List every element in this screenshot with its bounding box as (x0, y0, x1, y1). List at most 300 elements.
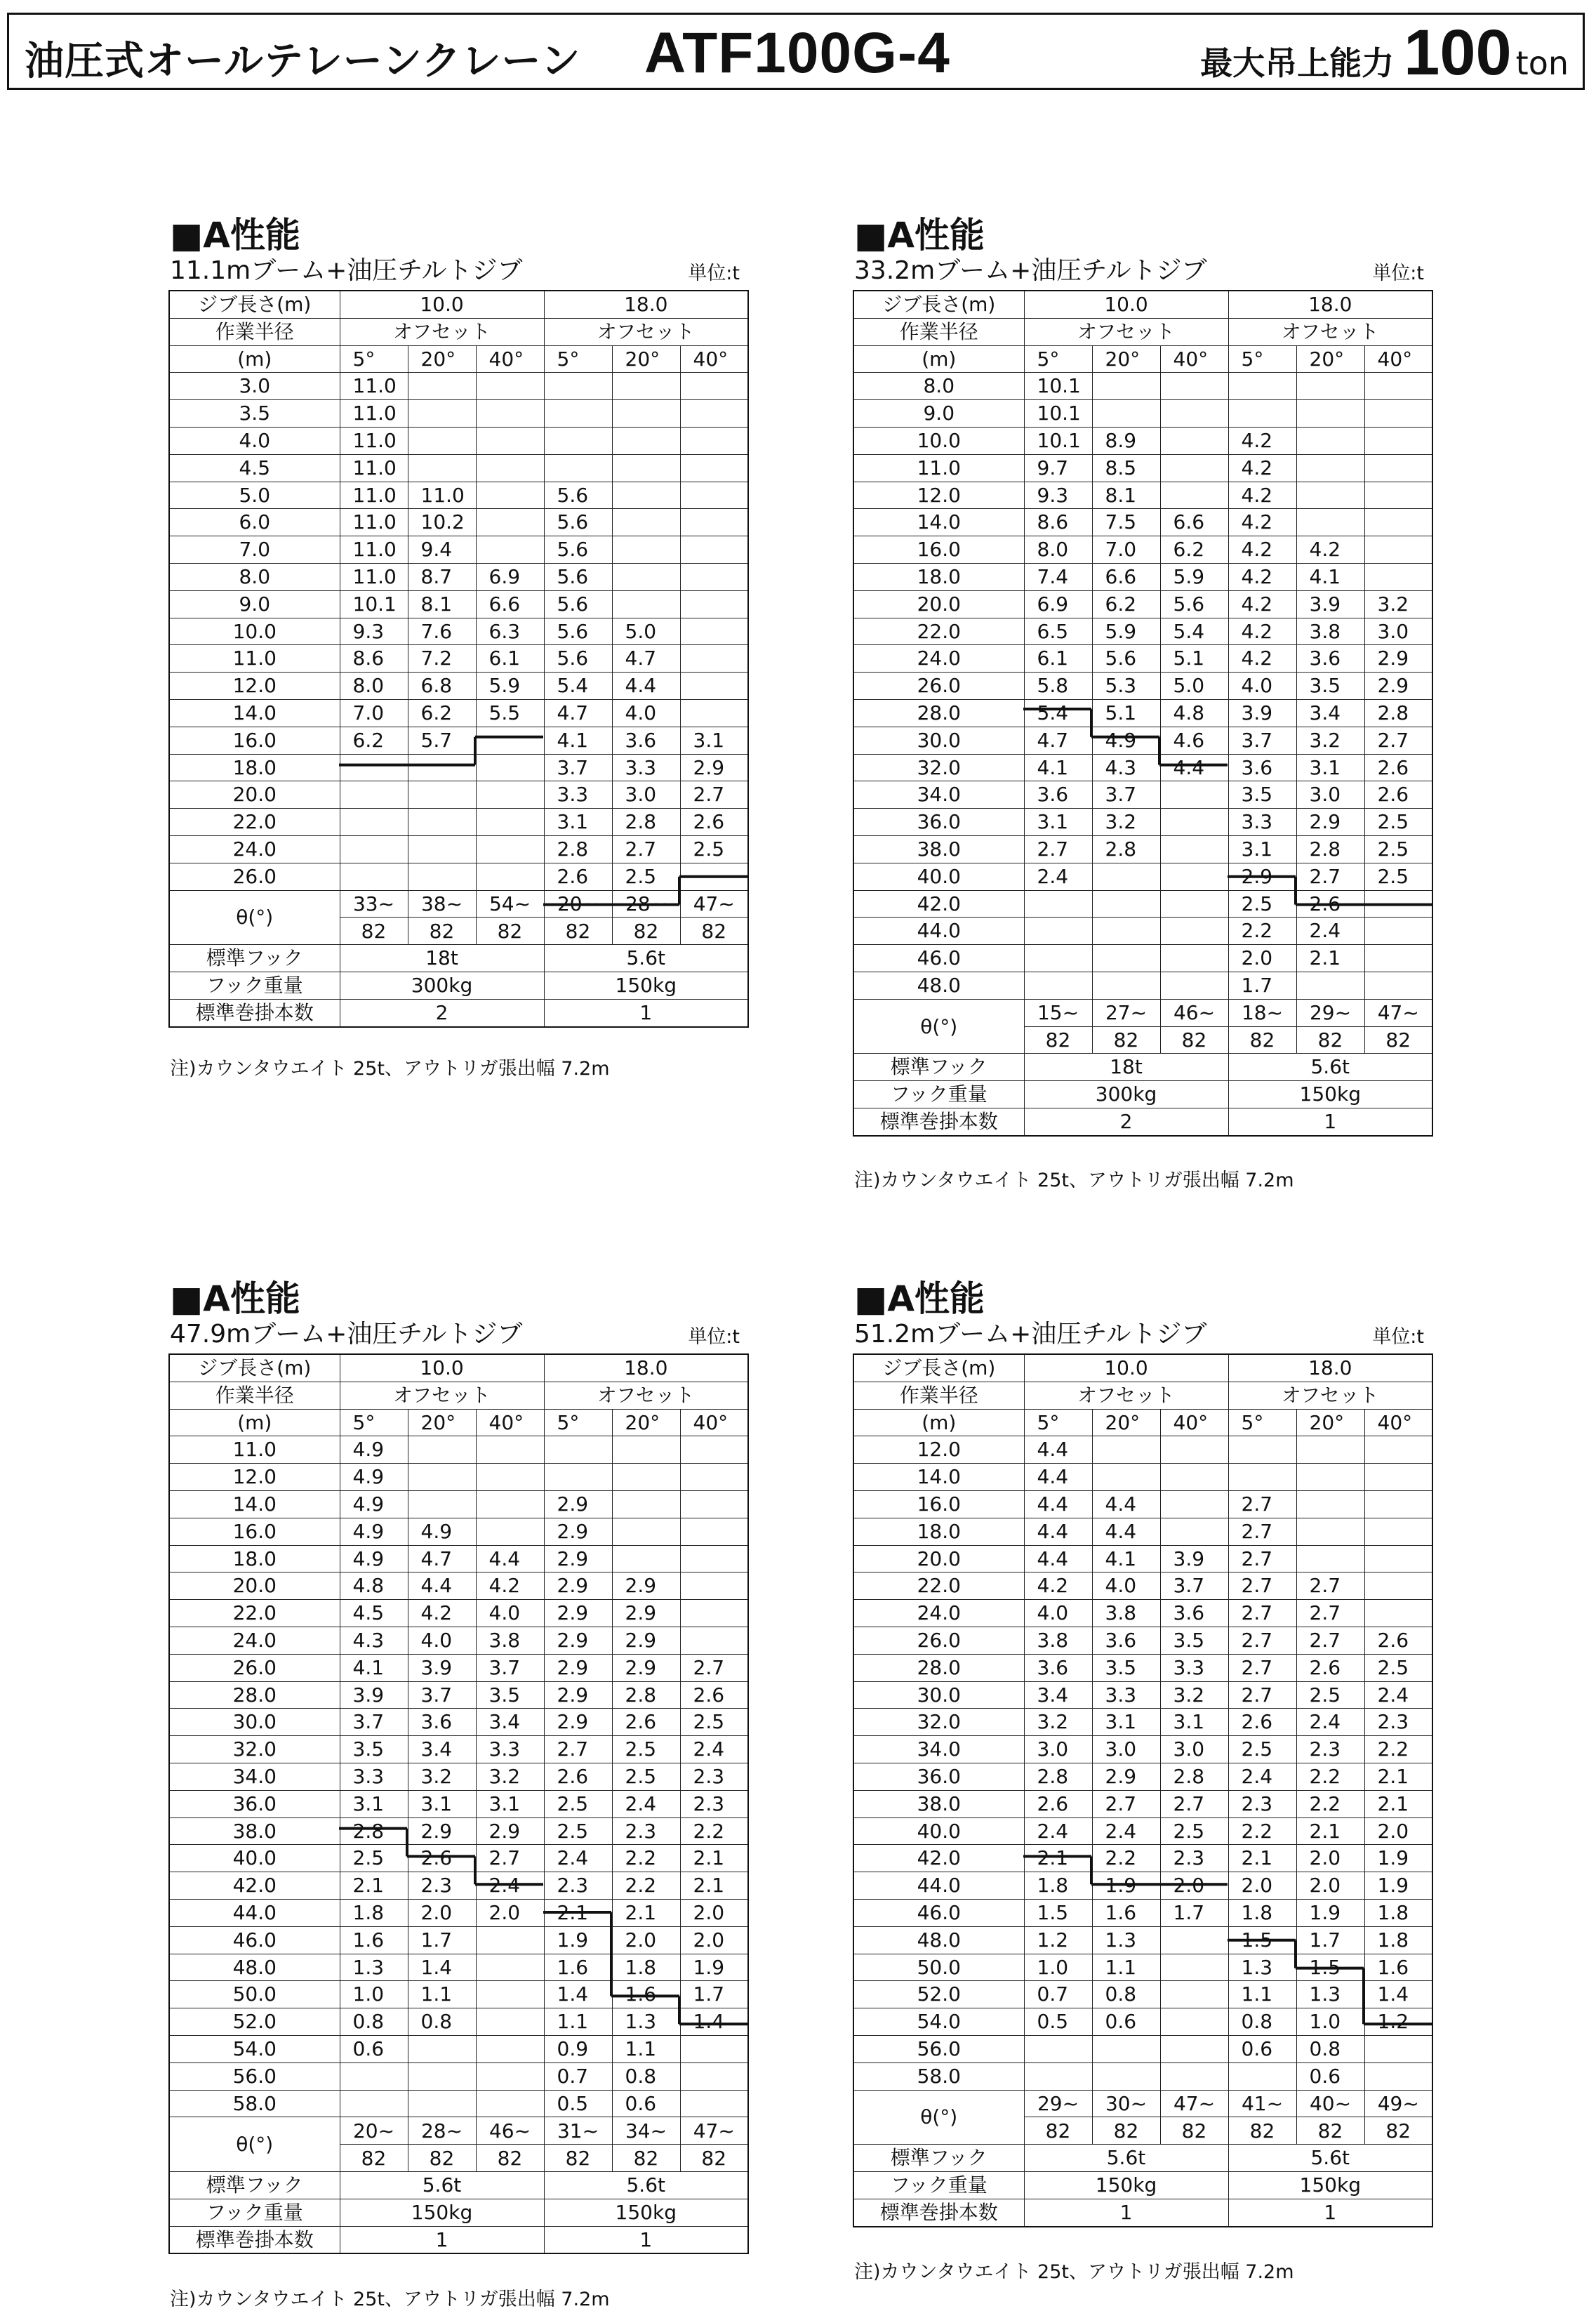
theta-row (853, 2090, 1432, 2117)
capacity-cell (680, 536, 748, 564)
capacity-cell (408, 835, 476, 863)
capacity-cell: 2.9 (612, 1627, 680, 1654)
radius-cell: 11.0 (169, 645, 340, 673)
theta-row (853, 999, 1432, 1026)
capacity-cell (680, 618, 748, 645)
table-row (853, 1872, 1432, 1900)
theta-min: 20~ (544, 890, 612, 918)
capacity-cell: 2.3 (612, 1817, 680, 1845)
capacity-cell: 8.9 (1092, 427, 1160, 454)
capacity-cell: 2.1 (1296, 1817, 1364, 1845)
capacity-cell (544, 373, 612, 400)
capacity-cell (612, 590, 680, 618)
offset-angle-row (169, 345, 748, 373)
capacity-cell: 3.2 (408, 1763, 476, 1790)
capacity-cell: 2.7 (1364, 727, 1432, 754)
capacity-cell: 1.0 (1296, 2008, 1364, 2036)
capacity-cell (544, 427, 612, 454)
hook-weight-label: フック重量 (169, 2199, 340, 2226)
capacity-cell: 6.6 (1160, 509, 1228, 536)
table-row (853, 1436, 1432, 1464)
radius-cell: 48.0 (169, 1954, 340, 1981)
capacity-cell (476, 454, 544, 482)
radius-cell: 6.0 (169, 509, 340, 536)
capacity-cell (476, 2008, 544, 2036)
capacity-cell: 6.2 (1092, 590, 1160, 618)
radius-cell: 16.0 (169, 727, 340, 754)
capacity-cell (408, 863, 476, 890)
capacity-cell: 4.2 (1228, 454, 1296, 482)
capacity-cell: 3.3 (340, 1763, 408, 1790)
reeving-count-label: 標準巻掛本数 (853, 2199, 1024, 2226)
capacity-cell: 2.5 (1160, 1817, 1228, 1845)
jib-length-label: ジブ長さ(m) (853, 1354, 1024, 1382)
capacity-cell: 2.7 (1228, 1600, 1296, 1627)
capacity-cell: 3.4 (1024, 1681, 1092, 1709)
capacity-cell: 8.1 (1092, 482, 1160, 509)
offset-angle: 40° (680, 1409, 748, 1436)
radius-cell: 9.0 (169, 590, 340, 618)
capacity-cell: 5.7 (408, 727, 476, 754)
capacity-cell: 2.9 (544, 1654, 612, 1681)
capacity-cell: 3.6 (612, 727, 680, 754)
capacity-cell (1024, 890, 1092, 918)
radius-cell: 40.0 (169, 1845, 340, 1872)
capacity-cell: 2.4 (680, 1736, 748, 1763)
capacity-cell (680, 482, 748, 509)
theta-min: 29~ (1024, 2090, 1092, 2117)
capacity-cell: 2.5 (680, 1709, 748, 1736)
capacity-cell: 11.0 (340, 563, 408, 590)
capacity-cell (1364, 1464, 1432, 1491)
capacity-cell: 2.6 (544, 863, 612, 890)
radius-cell: 30.0 (169, 1709, 340, 1736)
capacity-cell (1364, 563, 1432, 590)
table-row (853, 1518, 1432, 1545)
theta-min: 41~ (1228, 2090, 1296, 2117)
capacity-cell: 11.0 (340, 400, 408, 428)
capacity-cell: 2.4 (612, 1790, 680, 1817)
capacity-cell: 2.0 (1364, 1817, 1432, 1845)
capacity-cell: 0.6 (340, 2035, 408, 2062)
radius-cell: 9.0 (853, 400, 1024, 428)
capacity-cell (340, 2062, 408, 2090)
capacity-cell: 1.7 (680, 1981, 748, 2008)
capacity-cell: 4.4 (1092, 1518, 1160, 1545)
capacity-cell: 9.3 (340, 618, 408, 645)
capacity-cell: 4.5 (340, 1600, 408, 1627)
capacity-cell (476, 781, 544, 809)
capacity-cell: 4.2 (1228, 618, 1296, 645)
standard-hook-value: 18t (340, 945, 544, 972)
capacity-cell (1160, 1490, 1228, 1518)
max-capacity-value: 100 (1404, 17, 1512, 88)
capacity-cell (476, 809, 544, 836)
offset-angle: 20° (612, 1409, 680, 1436)
table-row (853, 809, 1432, 836)
capacity-cell: 2.7 (1160, 1790, 1228, 1817)
capacity-cell: 1.4 (408, 1954, 476, 1981)
capacity-cell (1160, 1518, 1228, 1545)
capacity-cell: 3.0 (1092, 1736, 1160, 1763)
capacity-cell (476, 754, 544, 781)
table-row (853, 509, 1432, 536)
capacity-cell (340, 809, 408, 836)
capacity-cell (612, 1490, 680, 1518)
theta-max: 82 (1160, 2117, 1228, 2145)
capacity-cell: 2.9 (612, 1654, 680, 1681)
radius-cell: 18.0 (853, 1518, 1024, 1545)
capacity-cell: 1.1 (612, 2035, 680, 2062)
theta-min: 33~ (340, 890, 408, 918)
capacity-cell: 7.2 (408, 645, 476, 673)
capacity-cell: 1.8 (1364, 1926, 1432, 1954)
radius-cell: 20.0 (169, 781, 340, 809)
capacity-cell: 2.3 (680, 1763, 748, 1790)
standard-hook-value: 5.6t (1228, 2145, 1432, 2172)
radius-cell: 20.0 (853, 590, 1024, 618)
capacity-cell: 7.0 (340, 699, 408, 727)
capacity-cell: 8.0 (340, 673, 408, 700)
capacity-cell: 6.6 (1092, 563, 1160, 590)
capacity-cell (680, 454, 748, 482)
capacity-cell: 2.6 (544, 1763, 612, 1790)
theta-label: θ(°) (169, 2117, 340, 2172)
capacity-cell: 1.7 (1296, 1926, 1364, 1954)
crane-type-title: 油圧式オールテレーンクレーン (25, 39, 581, 84)
radius-cell: 12.0 (853, 482, 1024, 509)
capacity-cell: 4.7 (612, 645, 680, 673)
capacity-cell (1024, 2062, 1092, 2090)
radius-unit: (m) (169, 1409, 340, 1436)
radius-cell: 32.0 (853, 754, 1024, 781)
radius-cell: 46.0 (853, 945, 1024, 972)
capacity-cell: 2.4 (1364, 1681, 1432, 1709)
capacity-cell: 6.2 (1160, 536, 1228, 564)
table-row (169, 781, 748, 809)
capacity-cell: 1.9 (1364, 1872, 1432, 1900)
capacity-cell: 4.2 (1228, 590, 1296, 618)
capacity-cell: 2.0 (680, 1899, 748, 1926)
jib-length-value: 10.0 (1024, 291, 1228, 318)
section-title: ■A性能 (854, 1278, 985, 1319)
capacity-cell: 2.4 (1024, 1817, 1092, 1845)
capacity-cell: 1.3 (1228, 1954, 1296, 1981)
standard-hook-label: 標準フック (853, 2145, 1024, 2172)
offset-angle: 5° (544, 1409, 612, 1436)
capacity-cell (1160, 1954, 1228, 1981)
capacity-cell: 3.5 (1092, 1654, 1160, 1681)
capacity-cell: 4.0 (476, 1600, 544, 1627)
reeving-count-label: 標準巻掛本数 (169, 2226, 340, 2253)
capacity-cell: 0.6 (1228, 2035, 1296, 2062)
table-row (169, 1627, 748, 1654)
capacity-cell: 2.7 (1228, 1681, 1296, 1709)
capacity-cell: 2.3 (1296, 1736, 1364, 1763)
capacity-cell: 3.9 (408, 1654, 476, 1681)
boom-jib-subtitle: 33.2mブーム+油圧チルトジブ (854, 256, 1207, 285)
capacity-cell: 4.2 (1228, 509, 1296, 536)
model-number: ATF100G-4 (644, 21, 950, 85)
capacity-cell (680, 427, 748, 454)
offset-angle: 5° (340, 1409, 408, 1436)
offset-angle: 5° (1228, 1409, 1296, 1436)
capacity-cell (476, 1926, 544, 1954)
capacity-cell: 1.4 (544, 1981, 612, 2008)
capacity-cell: 2.7 (612, 835, 680, 863)
capacity-cell: 3.2 (476, 1763, 544, 1790)
capacity-cell (1160, 2035, 1228, 2062)
table-row (169, 645, 748, 673)
capacity-cell: 3.8 (1296, 618, 1364, 645)
offset-angle-row (853, 1409, 1432, 1436)
table-row (853, 2035, 1432, 2062)
capacity-cell: 1.1 (544, 2008, 612, 2036)
table-row (169, 2062, 748, 2090)
capacity-cell: 3.1 (1228, 835, 1296, 863)
capacity-cell (1024, 972, 1092, 999)
capacity-cell: 5.9 (1160, 563, 1228, 590)
offset-label: オフセット (1228, 1382, 1432, 1409)
capacity-cell (680, 1490, 748, 1518)
capacity-cell: 8.1 (408, 590, 476, 618)
capacity-cell (1364, 482, 1432, 509)
capacity-cell: 0.8 (1228, 2008, 1296, 2036)
capacity-cell: 3.5 (476, 1681, 544, 1709)
capacity-cell: 1.9 (680, 1954, 748, 1981)
jib-length-value: 10.0 (340, 291, 544, 318)
jib-length-label: ジブ長さ(m) (853, 291, 1024, 318)
capacity-cell: 2.9 (476, 1817, 544, 1845)
capacity-cell: 6.2 (408, 699, 476, 727)
capacity-cell: 0.6 (1092, 2008, 1160, 2036)
radius-cell: 50.0 (169, 1981, 340, 2008)
standard-hook-label: 標準フック (853, 1054, 1024, 1081)
hook-weight-value: 150kg (544, 972, 748, 999)
capacity-cell: 2.6 (680, 809, 748, 836)
offset-label: オフセット (544, 318, 748, 345)
table-row (853, 1845, 1432, 1872)
jib-length-row (853, 291, 1432, 318)
capacity-cell (1024, 918, 1092, 945)
theta-max: 82 (1228, 2117, 1296, 2145)
capacity-cell (408, 427, 476, 454)
capacity-cell: 4.7 (1024, 727, 1092, 754)
capacity-cell: 11.0 (340, 373, 408, 400)
table-row (853, 400, 1432, 428)
capacity-cell: 2.7 (1228, 1490, 1296, 1518)
capacity-cell: 4.1 (544, 727, 612, 754)
table-row (169, 1709, 748, 1736)
offset-row (169, 318, 748, 345)
capacity-cell: 2.2 (1296, 1763, 1364, 1790)
table-row (853, 2062, 1432, 2090)
radius-cell: 42.0 (853, 890, 1024, 918)
radius-cell: 11.0 (853, 454, 1024, 482)
capacity-cell: 4.0 (1024, 1600, 1092, 1627)
radius-cell: 26.0 (169, 863, 340, 890)
table-row (169, 618, 748, 645)
capacity-cell: 4.4 (1024, 1490, 1092, 1518)
boom-jib-subtitle: 51.2mブーム+油圧チルトジブ (854, 1320, 1207, 1349)
theta-max: 82 (340, 918, 408, 945)
capacity-cell: 2.5 (612, 1736, 680, 1763)
capacity-cell (1296, 427, 1364, 454)
standard-hook-value: 5.6t (340, 2171, 544, 2199)
capacity-cell: 3.5 (1160, 1627, 1228, 1654)
capacity-cell: 1.9 (544, 1926, 612, 1954)
capacity-cell: 2.0 (1296, 1845, 1364, 1872)
radius-cell: 46.0 (853, 1899, 1024, 1926)
jib-length-value: 18.0 (544, 291, 748, 318)
radius-cell: 58.0 (169, 2090, 340, 2117)
capacity-cell: 3.5 (1296, 673, 1364, 700)
capacity-cell (476, 1981, 544, 2008)
table-row (853, 863, 1432, 890)
theta-max: 82 (612, 2145, 680, 2172)
theta-min: 27~ (1092, 999, 1160, 1026)
capacity-cell (680, 400, 748, 428)
radius-cell: 18.0 (169, 754, 340, 781)
capacity-cell (408, 2090, 476, 2117)
capacity-cell: 4.0 (1228, 673, 1296, 700)
jib-length-value: 18.0 (544, 1354, 748, 1382)
capacity-cell: 1.6 (1092, 1899, 1160, 1926)
table-row (853, 1817, 1432, 1845)
table-row (169, 2035, 748, 2062)
capacity-cell: 7.0 (1092, 536, 1160, 564)
capacity-cell (476, 727, 544, 754)
capacity-cell: 4.1 (1296, 563, 1364, 590)
capacity-cell: 2.1 (1364, 1790, 1432, 1817)
table-row (853, 945, 1432, 972)
capacity-cell: 4.7 (544, 699, 612, 727)
boom-jib-subtitle: 47.9mブーム+油圧チルトジブ (170, 1320, 523, 1349)
capacity-cell: 3.6 (1024, 781, 1092, 809)
footnote: 注)カウンタウエイト 25t、アウトリガ張出幅 7.2m (170, 2289, 610, 2311)
radius-cell: 44.0 (169, 1899, 340, 1926)
capacity-cell: 4.6 (1160, 727, 1228, 754)
capacity-cell (408, 781, 476, 809)
capacity-cell: 2.2 (680, 1817, 748, 1845)
theta-max: 82 (612, 918, 680, 945)
theta-min: 15~ (1024, 999, 1092, 1026)
theta-max: 82 (1364, 2117, 1432, 2145)
table-row (169, 727, 748, 754)
capacity-cell (680, 673, 748, 700)
hook-weight-value: 150kg (1024, 2171, 1228, 2199)
capacity-cell: 2.7 (1228, 1518, 1296, 1545)
capacity-cell: 3.3 (1160, 1654, 1228, 1681)
capacity-cell (612, 482, 680, 509)
capacity-cell: 2.0 (680, 1926, 748, 1954)
radius-cell: 44.0 (853, 1872, 1024, 1900)
capacity-cell: 2.8 (1160, 1763, 1228, 1790)
capacity-cell (1364, 1572, 1432, 1600)
capacity-cell: 0.7 (1024, 1981, 1092, 2008)
capacity-cell: 1.8 (1024, 1872, 1092, 1900)
capacity-cell (476, 373, 544, 400)
capacity-cell: 11.0 (340, 509, 408, 536)
capacity-cell (408, 2035, 476, 2062)
capacity-cell (340, 781, 408, 809)
capacity-cell (680, 563, 748, 590)
standard-hook-row (853, 2145, 1432, 2172)
capacity-cell (1024, 2035, 1092, 2062)
capacity-cell: 2.1 (1228, 1845, 1296, 1872)
capacity-cell: 2.9 (680, 754, 748, 781)
capacity-cell (340, 835, 408, 863)
radius-cell: 36.0 (853, 1763, 1024, 1790)
radius-cell: 12.0 (169, 673, 340, 700)
capacity-cell: 6.6 (476, 590, 544, 618)
theta-max: 82 (1160, 1026, 1228, 1054)
jib-length-row (169, 1354, 748, 1382)
capacity-cell: 2.5 (544, 1817, 612, 1845)
capacity-cell (544, 400, 612, 428)
capacity-cell (1092, 972, 1160, 999)
table-row (169, 1518, 748, 1545)
capacity-cell: 8.7 (408, 563, 476, 590)
table-row (853, 1600, 1432, 1627)
capacity-cell: 2.1 (1024, 1845, 1092, 1872)
capacity-cell: 0.9 (544, 2035, 612, 2062)
theta-min: 47~ (1364, 999, 1432, 1026)
capacity-cell: 3.9 (1296, 590, 1364, 618)
capacity-cell: 1.8 (1228, 1899, 1296, 1926)
capacity-cell (1364, 1436, 1432, 1464)
capacity-cell: 3.8 (1024, 1627, 1092, 1654)
capacity-cell (476, 427, 544, 454)
capacity-cell: 3.2 (1024, 1709, 1092, 1736)
radius-cell: 30.0 (853, 727, 1024, 754)
capacity-cell: 2.2 (1228, 1817, 1296, 1845)
footnote: 注)カウンタウエイト 25t、アウトリガ張出幅 7.2m (854, 2260, 1294, 2283)
capacity-cell (1296, 454, 1364, 482)
unit-label: 単位:t (1372, 1326, 1424, 1348)
table-row (169, 863, 748, 890)
radius-cell: 5.0 (169, 482, 340, 509)
capacity-cell: 0.8 (408, 2008, 476, 2036)
capacity-cell: 2.3 (408, 1872, 476, 1900)
capacity-cell (1160, 809, 1228, 836)
capacity-cell (1296, 482, 1364, 509)
table-row (853, 373, 1432, 400)
capacity-cell: 2.9 (544, 1681, 612, 1709)
capacity-cell (612, 563, 680, 590)
radius-cell: 32.0 (853, 1709, 1024, 1736)
offset-angle: 20° (612, 345, 680, 373)
capacity-cell: 3.3 (1092, 1681, 1160, 1709)
offset-angle: 5° (1024, 345, 1092, 373)
capacity-cell (1160, 400, 1228, 428)
capacity-cell (680, 373, 748, 400)
capacity-cell: 5.6 (544, 509, 612, 536)
capacity-cell: 5.6 (1092, 645, 1160, 673)
capacity-cell: 2.4 (1024, 863, 1092, 890)
theta-max: 82 (1092, 2117, 1160, 2145)
radius-cell: 8.0 (853, 373, 1024, 400)
capacity-cell: 4.3 (1092, 754, 1160, 781)
capacity-cell: 1.5 (1296, 1954, 1364, 1981)
capacity-cell: 9.3 (1024, 482, 1092, 509)
theta-min: 28~ (612, 890, 680, 918)
capacity-cell: 2.6 (1364, 781, 1432, 809)
theta-min: 20~ (340, 2117, 408, 2145)
theta-min: 40~ (1296, 2090, 1364, 2117)
capacity-cell (1160, 1981, 1228, 2008)
capacity-cell: 1.0 (340, 1981, 408, 2008)
